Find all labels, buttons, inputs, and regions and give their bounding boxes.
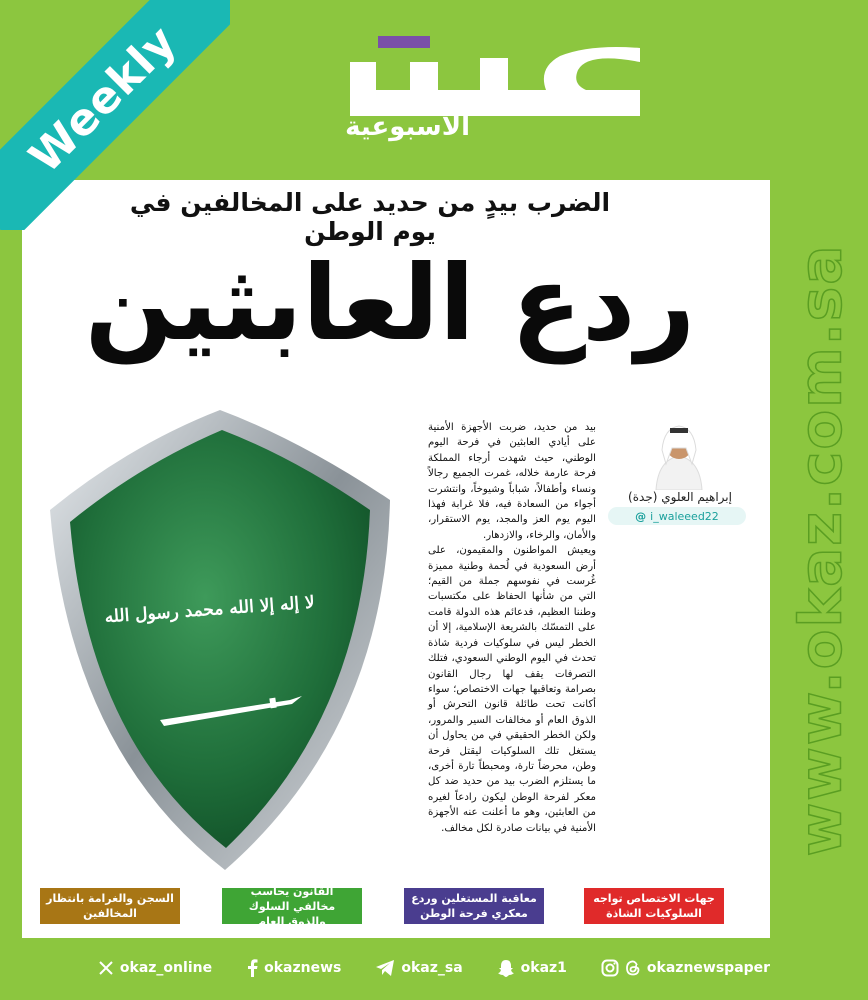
article-paragraph: ويعيش المواطنون والمقيمون، على أرض السعودية في لُحمة وطنية مميزة غُرست في نفوسهم جملة من القيم؛ التي من شأنها الحفاظ على مكتسبات وطننا العظيم، فدعائم هذه الدولة قامت على التمسّك بالشريعة الإسلامية، إلا أن الخطر ليس في سلوكيات فردية شاذة تحدث في اليوم الوطني السعودي، فتلك التصرفات يقف لها رجال القانون بصرامة وتعاقبها جهات الاختصاص؛ سواء أكانت تحت طائلة قانون التحرش أو الذوق العام أو مخالفات السير والمرور، ولكن الخطر الحقيقي في من يحاول أن يستغل تلك السلوكيات ليقتل فرحة وطن، محرضاً تارة، ومحبطاً تارة أخرى، ما يستلزم الضرب بيد من حديد ضد كل معكر لفرحة الوطن ليكون رادعاً لغيره من العابثين، وهو ما أعلنت عنه الأجهزة الأمنية في بيانات صادرة لكل مخالف. [428,545,596,834]
social-telegram-handle: okaz_sa [401,960,463,976]
weekly-label: Weekly [19,15,187,183]
instagram-icon [601,959,619,977]
social-x[interactable] [98,960,212,976]
side-url [780,200,860,900]
author-name: إبراهيم العلوي (جدة) [628,490,732,504]
social-instagram-handle: okaznewspaper [646,960,771,976]
x-icon [98,960,114,976]
social-snapchat-handle: okaz1 [520,960,567,976]
side-url-text: www.okaz.com.sa [786,243,854,857]
tag-box: جهات الاختصاص تواجه السلوكيات الشاذة [584,888,724,924]
social-snapchat[interactable] [497,959,567,977]
author-handle-text: i_waleeed22 [650,509,719,523]
article-paragraph: بيد من حديد، ضربت الأجهزة الأمنية على أيادي العابثين في فرحة اليوم الوطني، حيث شهدت أرجاء المملكة فرحة عارمة خلاله، غمرت الجميع رجالاً ونساء وأطفالاً، شباباً وشيوخاً، وانتشرت أجواء من السعادة فيه، فلا غرابة فهذا اليوم يوم العز والمجد، يوم الاستقرار، والأمان، والرخاء، والازدهار. [428,422,596,541]
snapchat-icon [497,959,515,977]
social-instagram[interactable] [601,959,770,977]
author-handle[interactable] [608,507,746,525]
author-photo [650,420,708,490]
flag-shahada: لا إله إلا الله محمد رسول الله [104,592,316,628]
social-x-handle: okaz_online [119,960,213,976]
tag-box: معاقبة المستغلين وردع معكري فرحة الوطن [404,888,544,924]
tag-box: السجن والغرامة بانتظار المخالفين [40,888,180,924]
telegram-icon [375,959,395,977]
logo-subtitle: الأسبوعية [345,112,470,142]
shield-flag-illustration [40,400,400,880]
article-headline: ردع العابثين [84,242,696,364]
article-body [428,420,596,836]
social-telegram[interactable] [375,959,462,977]
article-kicker: الضرب بيدٍ من حديد على المخالفين في يوم الوطن [129,188,611,246]
social-facebook-handle: okaznews [264,960,342,976]
at-icon: @ [635,509,647,523]
threads-icon [625,959,641,977]
social-facebook[interactable] [246,959,341,977]
tag-box: القانون يحاسب مخالفي السلوك والذوق العام [222,888,362,924]
social-footer [0,948,868,988]
facebook-icon [246,959,258,977]
